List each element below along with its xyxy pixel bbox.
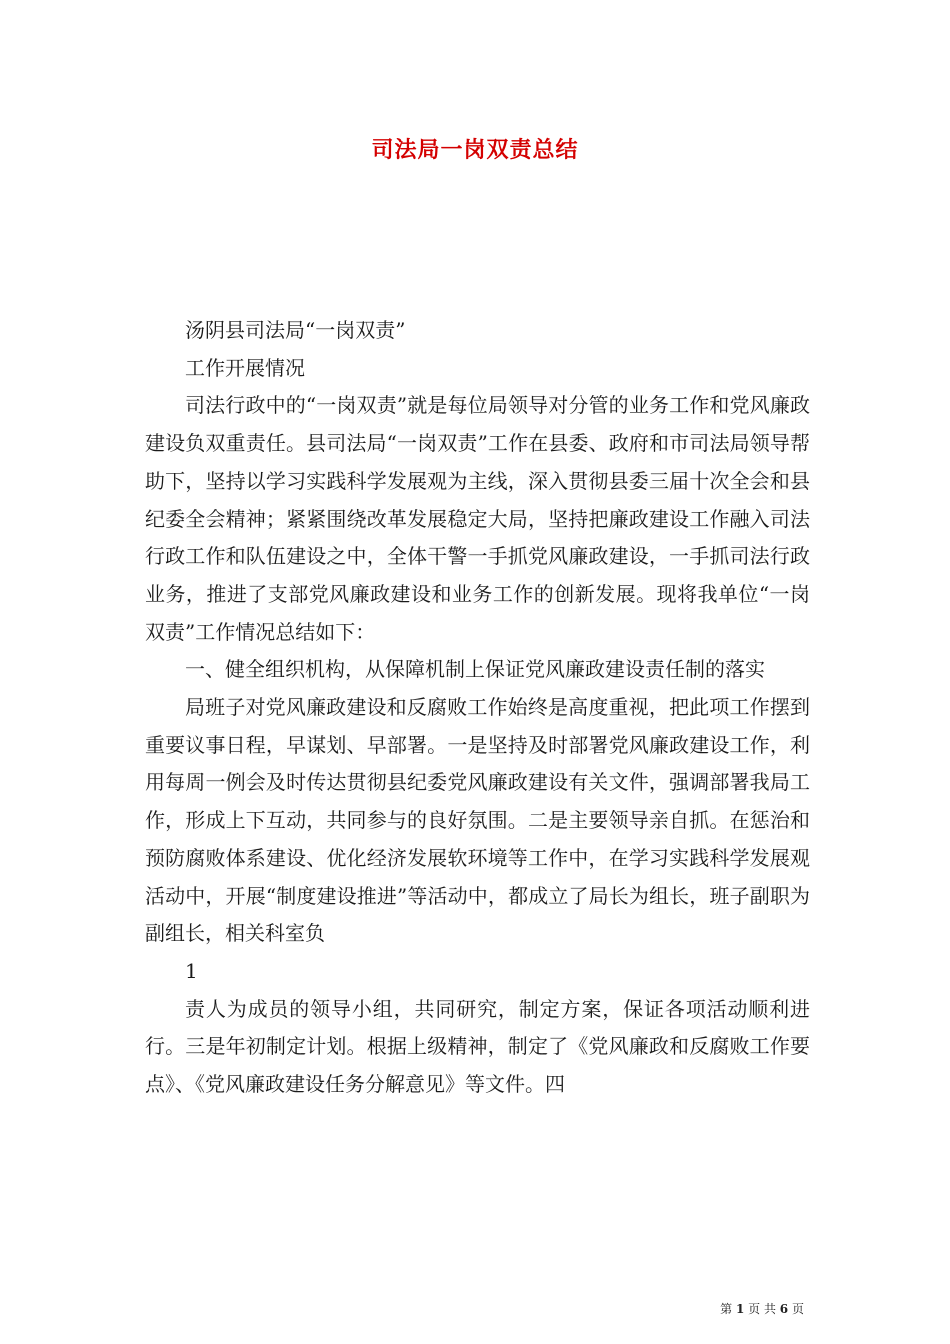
- paragraph-body: 局班子对党风廉政建设和反腐败工作始终是高度重视，把此项工作摆到重要议事日程，早谋划、早部署。一是坚持及时部署党风廉政建设工作，利用每周一例会及时传达贯彻县纪委党风廉政建设有关文件，强调部署我局工作，形成上下互动，共同参与的良好氛围。二是主要领导亲自抓。在惩治和预防腐败体系建设、优化经济发展软环境等工作中，在学习实践科学发展观活动中，开展“制度建设推进”等活动中，都成立了局长为组长，班子副职为副组长，相关科室负: [145, 695, 810, 946]
- paragraph-intro: 司法行政中的“一岗双责”就是每位局领导对分管的业务工作和党风廉政建设负双重责任。县司法局“一岗双责”工作在县委、政府和市司法局领导帮助下，坚持以学习实践科学发展观为主线，深入贯彻县委三届十次全会和县纪委全会精神；紧紧围绕改革发展稳定大局，坚持把廉政建设工作融入司法行政工作和队伍建设之中，全体干警一手抓党风廉政建设，一手抓司法行政业务，推进了支部党风廉政建设和业务工作的创新发展。现将我单位“一岗双责”工作情况总结如下：: [145, 393, 810, 644]
- document-title: 司法局一岗双责总结: [371, 137, 579, 163]
- paragraph-subtitle: 工作开展情况: [185, 355, 305, 380]
- footer-total-pages: 6: [779, 1302, 789, 1316]
- paragraph-org-name: 汤阴县司法局“一岗双责”: [185, 318, 406, 342]
- footer-prefix: 第: [720, 1302, 733, 1316]
- paragraph-inline-page-number: 1: [185, 958, 198, 983]
- paragraph-body-continued: 责人为成员的领导小组，共同研究，制定方案，保证各项活动顺利进行。三是年初制定计划。根据上级精神，制定了《党风廉政和反腐败工作要点》、《党风廉政建设任务分解意见》等文件。四: [145, 996, 810, 1097]
- footer-current-page: 1: [735, 1302, 745, 1316]
- document-body: [145, 312, 810, 1104]
- page-footer: [720, 1300, 804, 1317]
- paragraph-section-heading: 一、健全组织机构，从保障机制上保证党风廉政建设责任制的落实: [185, 657, 765, 682]
- footer-middle: 页 共: [748, 1302, 776, 1316]
- footer-suffix: 页: [791, 1302, 804, 1316]
